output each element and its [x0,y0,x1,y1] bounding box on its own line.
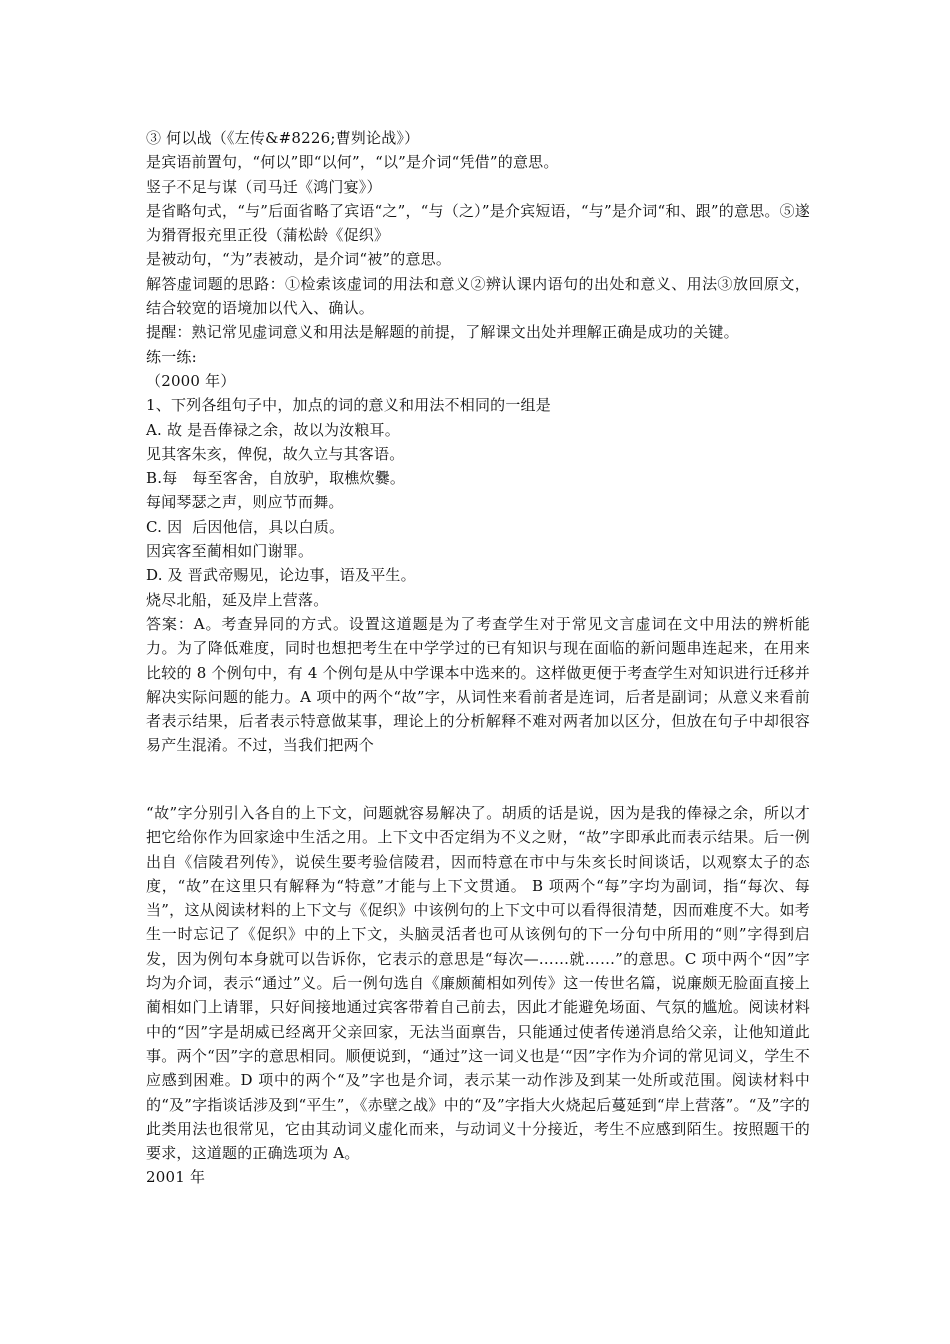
text-line: 2001 年 [146,1168,206,1187]
text-line: 竖子不足与谋（司马迁《鸿门宴》） [146,177,382,196]
text-paragraph: 是省略句式，“与”后面省略了宾语“之”，“与（之）”是介宾短语，“与”是介词“和、跟”的意思。⑤遂为猾胥报充里正役（蒲松龄《促织》 [146,201,810,245]
option-line: C. 因 后因他信，具以白质。 [146,517,345,536]
option-line: 因宾客至蔺相如门谢罪。 [146,542,314,561]
text-line: ③ 何以战（《左传&#8226;曹刿论战》） [146,129,420,147]
option-line: A. 故 是吾俸禄之余，故以为汝粮耳。 [146,420,400,439]
text-paragraph: 解答虚词题的思路：①检索该虚词的用法和意义②辨认课内语句的出处和意义、用法③放回原文，结合较宽的语境加以代入、确认。 [146,274,810,318]
option-line: 每闻琴瑟之声，则应节而舞。 [146,493,344,512]
text-line: 是宾语前置句，“何以”即“以何”，“以”是介词“凭借”的意思。 [146,153,559,172]
explanation-paragraph: “故”字分别引入各自的上下文，问题就容易解决了。胡质的话是说，因为是我的俸禄之余，所以才把它给你作为回家途中生活之用。上下文中否定绢为不义之财，“故”字即承此而表示结果。后一例出自《信陵君列传》，说侯生要考验信陵君，因而特意在市中与朱亥长时间谈话，以观察太子的态度，“故”在这里只有解释为“特意”才能与上下文贯通。 B 项两个“每”字均为副词，指“每次、每当”，这从阅读材料的上下文与《促织》中该例句的上下文中可以看得很清楚，因而难度不大。如考生一时忘记了《促织》中的上下文，头脑灵活者也可从该例句的下一分句中所用的“则”字得到启发，因为例句本身就可以告诉你，它表示的意思是“每次—……就……”的意思。C 项中两个“因”字均为介词，表示“通过”义。后一例句选自《廉颇蔺相如列传》这一传世名篇，说廉颇无脸面直接上蔺相如门上请罪，只好间接地通过宾客带着自己前去，因此才能避免场面、气氛的尴尬。阅读材料中的“因”字是胡威已经离开父亲回家，无法当面禀告，只能通过使者传递消息给父亲，让他知道此事。两个“因”字的意思相同。顺便说到，“通过”这一词义也是‘“因”字作为介词的常见词义，学生不应感到困难。D 项中的两个“及”字也是介词，表示某一动作涉及到某一处所或范围。阅读材料中的“及”字指谈话涉及到“平生”，《赤壁之战》中的“及”字指大火烧起后蔓延到“岸上营落”。“及”字的此类用法也很常见，它由其动词义虚化而来，与动词义十分接近，考生不应感到陌生。按照题干的要求，这道题的正确选项为 A。 [146,804,810,1163]
text-line: 练一练: [146,347,197,366]
document-body-bottom [146,801,810,1190]
option-line: B.每 每至客舍，自放驴，取樵炊爨。 [146,469,406,488]
text-line: 是被动句，“为”表被动，是介词“被”的意思。 [146,250,452,269]
option-line: 烧尽北船，延及岸上营落。 [146,590,329,609]
option-line: 见其客朱亥，俾倪，故久立与其客语。 [146,444,405,463]
option-line: D. 及 晋武帝赐见，论边事，语及平生。 [146,566,416,585]
text-line: （2000 年） [146,371,236,390]
question-stem: 1、下列各组句子中，加点的词的意义和用法不相同的一组是 [146,396,551,415]
answer-paragraph: 答案：A。考查异同的方式。设置这道题是为了考查学生对于常见文言虚词在文中用法的辨析能力。为了降低难度，同时也想把考生在中学学过的已有知识与现在面临的新问题串连起来，在用来比较的 8 个例句中，有 4 个例句是从中学课本中选来的。这样做更便于考查学生对知识进行迁移并解决实际问题的能力。A 项中的两个“故”字，从词性来看前者是连词，后者是副词；从意义来看前者表示结果，后者表示特意做某事，理论上的分析解释不难对两者加以区分，但放在句子中却很容易产生混淆。不过，当我们把两个 [146,614,810,755]
text-line: 提醒：熟记常见虚词意义和用法是解题的前提，了解课文出处并理解正确是成功的关键。 [146,323,739,342]
document-body-top [146,126,810,758]
